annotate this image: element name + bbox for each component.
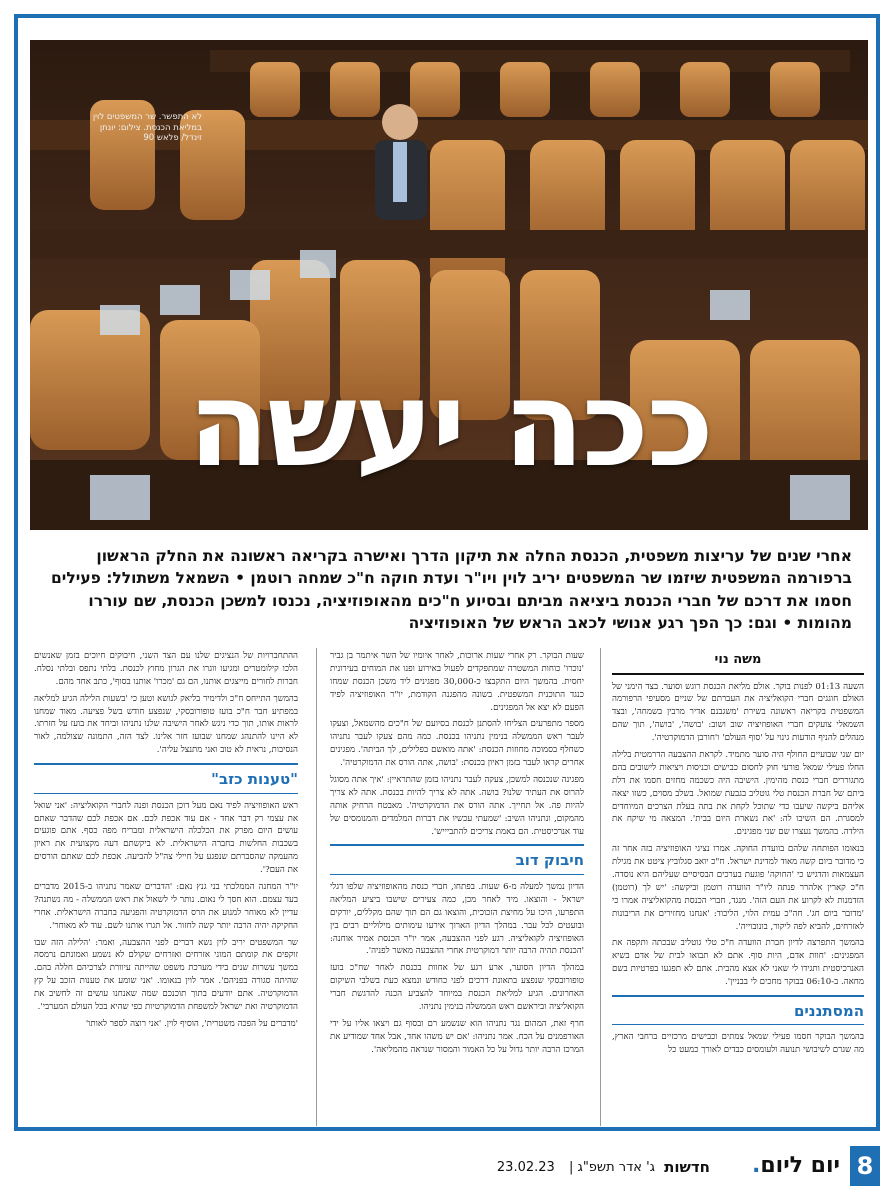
column-divider	[600, 648, 601, 1126]
paragraph: מפגינה שנכנסה למשכן, צעקה לעבר נתניהו בזמן שהתראיין: 'איך אתה מסוגל להרוס את העתיד שלנו? בושה. אתה לא צריך להיות בכנסת. אתה לא צריך להיות פה. אל תחייך. אתה הורס את הדמוקרטיה'. מאבטח הרחיק אותה מהמקום, ונתניהו השיב: 'שמעתי עכשיו את דברות המלמדים והמנומסים של עוד אנרכיסטית. הם באמת צריכים להתביייש'.	[330, 775, 584, 837]
paragraph: ראש האופוזיציה לפיד נאם מעל דוכן הכנסת ופנה לחברי הקואליציה: 'אני שואל את עצמי רק דבר אחד - אם עוד אכפת לכם. אם אכפת לכם שהדבר שאתם עושים היום מפרק את הכלכלה הישראלית ומבריח מפה כסף. אתם פוגעים בשכבות החלשות בחברה הישראלית. לא ביקשתם דעה מקצועית את ראיון מהעמקה שהסברתם שנפגע על חיילי צה"ל להביעה. אכפת לכם שאתם הורסים את העם?'.	[34, 800, 298, 876]
paragraph: בהמשך התפרצה לדיון חברת הוועדה ח"כ טלי גוטליב שבכתה ותקפה את המפגינים: 'חוות אדם, היות סוף. אתם לא תבואו לבית של אדם בשיא האנרכיסטית ותגידו לי שאני לא אצא מהבית. אתם לא תפגעו בפרטיות בשם מחאה. ב-06:10 בבוקר מחכים לי בבניין'.	[612, 938, 864, 988]
newspaper-brand	[752, 1153, 840, 1178]
subheading: חיבוק דוב	[330, 844, 584, 875]
paragraph: שעות הבוקר. רק אחרי שעות ארוכות, לאחר איומיו של השר איתמר בן גביר 'נוכרו' כוחות המשטרה שמתפקדים לפעול באירוע ופנו את המוחים בעירונית יחסית. בהמשך היום התקבצו כ-30,000 מפגינים ליד משכן הכנסת שמחו כנגד התוכנית המשפטית. בשונה מהפגנה הקודמת, יו"ר האופוזיציה לפיד הפעם לא יצא אל המפגינים.	[330, 651, 584, 713]
deck-subheadline: אחרי שנים של עריצות משפטית, הכנסת החלה את תיקון הדרך ואישרה בקריאה ראשונה את החלק הראשון ברפורמה המשפטית שיזמו שר המשפטים יריב לוין ויו"ר ועדת חוקה ח"כ שמחה רוטמן • השמאל משתולל: פעילים חסמו את דרכם של חברי הכנסת ביציאה מביתם ובסיוע ח"כים מהאופוזיציה, נכנסו למשכן הכנסת, שם עוררו מהומות • וגם: כך הפך רגע אנושי לכאב הראש של האופוזיציה	[51, 547, 852, 633]
hebrew-date: ג' אדר תשפ"ג	[577, 1160, 655, 1175]
paragraph: במהלך הדיון הסוער, ארע רגע של אחוות בכנסת לאחר שח"כ בועז טופורובסקי שנפצע בתאונת דרכים לפני כחודש ונמצא כעת בשלבי השיקום האחרונים. הגיע למליאת הכנסת במיוחד להצביע הכנה להדגשת חברי הקואליציה וביראשם ראש הממשלה בנימין נתניהו.	[330, 963, 584, 1012]
paragraph: יו"ר המחנה הממלכתי בני גנץ נאם: 'הדברים שאמר נתניהו ב-2015 מדברים בעד עצמם. הוא חסך לי נאום. נותר לי לשאול את ראש הממשלה - מה נשתנה? עדיין לא מאוחר למנוע את הרס הדמוקרטיה והפגיעה בחברה הישראלית. אחרי החקיקה יהיה הרבה יותר קשה לחזור. אל תגרו אותנו לשם. עוד לא מאוחר'.	[34, 881, 298, 931]
gregorian-date: 23.02.23	[496, 1160, 555, 1175]
paragraph: בהמשך התייחס ח"כ ולדימיר בליאק לנושא וטען כי 'בשעות הלילה הגיע למליאה במפתיע חבר ח"כ בועז טופורובסקי, שנפצע חודש בשל פציעה. מאוד שמחנו לראות אותו, תוך כדי ניגש לאחר הישיבה שלנו נתניהו וביחד את בועז על חזרתו. לא היינו להתנהג שמחנו שבועז חזר אלינו. לצד הזה, התמונה שצולמה, לאור הנסיבות, נראית לא טוב ואני מתנצל עליה'.	[34, 693, 298, 756]
article-column-1	[612, 650, 864, 1061]
paragraph: השעה 01:13 לפנות בוקר. אולם מליאת הכנסת רוגש וסוער. בצד הימני של האולם חוגגים חברי הקואליציה את העברתם של שניים מסעיפי הרפורמה המשפטית בקריאה ראשונה בשירת 'משגבנם אדיר מרבין בשמחה', ובצד השמאלי צועקים חברי האופוזיציה שוב ושוב: 'בושה', 'בושה', תוך שהם מנהלים להניף הודעות גינוי על 'סוף העולם' ו'חורבן הדמוקרטיה'.	[612, 681, 864, 744]
page-footer	[14, 1146, 880, 1186]
paragraph: יום שני שבועיים החולף היה סוער מתמיד. לקראת ההצבעה הדרמטית בלילה החלו פעילי שמאל פורעי חוק לחסום כבישים וכניסות ויציאות לישובים בהם מתגוררים חברי כנסת מהימין. הישיבה היה כשכמה מחזים חסמו את דלת ביתם של חברת הכנסת טלי גוטליב בגבעת שמואל. בשלב מסוים, כשזו יצאה אליהם ביקשה שיעבו כדי שתוכל לקחת את בתה בעלת הצרכים המיוחדים למסגרת. הם השיבו לה: 'את נשארת היום בבית'. המצאה מי שיקח את הילדה. בהמשך נעצרו שם שני מפגינים.	[612, 749, 864, 838]
issue-date	[497, 1160, 655, 1175]
brand-name: יום ליום	[760, 1153, 840, 1178]
lead-photo	[30, 40, 868, 530]
column-divider	[316, 648, 317, 1126]
paragraph: בהמשך הבוקר חסמו פעילי שמאל צמתים וכבישים מרכזיים ברחבי הארץ, מה שגרם לשיבושי תנועה ולעומסים כבדים לאורך כמעט כל	[612, 1032, 864, 1056]
paragraph: חרף זאת, המהום נגד נתניהו הוא שנשמע רם ובסוף גם ויצאו אליו על ידי האורפמנים על הכח. אמר נתניהו: 'אם יש משהו אחד, אבל אחד שמודיע את המרכז הרבה יותר גדול על כל האמור והמסור שנראה מהמליאה'.	[330, 1018, 584, 1055]
section-name: חדשות	[664, 1158, 710, 1176]
paragraph: בנאומו הפותחה שלהם בוועדת החוקה. אמרו נציגי האופוזיציה בזה אחר זה כי מדובר ביום קשה מאוד למדינת ישראל. ח"כ יואב סגלוביץ ציטט את מגילת העצמאות והדגיש כי 'החוקה' פוגעת בערכים הבסיסיים שעליהם היא נוסדה. ח"כ קארין אלהרר פנתה ליו"ר הוועדה רוטמן וביקשה: 'יש לך (רוטמן) הזדמנות לא לקרוע את העם הזה'. מנגד, חברי הכנסת מהקואליציה אמרו כי 'מדובר ביום חג'. חה"כ עמית הלוי, הליכוד: 'אנחנו מחזירים את הריבונות לאזרחים, להביא לפה ליקור, בונובוייה'.	[612, 844, 864, 932]
paragraph: שר המשפטים יריב לוין נשא דברים לפני ההצבעה, ואמר: 'הלילה הזה שבו זוקפים את קומתם המוני אזרחים ואזרחים שקולם לא נשמע ואמונתם נרמסה במשך עשרות שנים בידי מערכת משפט שהייתה עיוורת לצרכיהם חללה בהם. שהיתה סגורה בפניהם'. אמר לוין בנאומו. 'אני שומע את טענות הזכב על קץ הדמוקרטיה. אתם יודעים בתוך תוכנכם שמה שאנחנו עושים זה לחשיב את הדמוקרטיה ואת ישראל למשפחת הדמוקרטיות כפי שהיא בכל העולם המערבי'.	[34, 937, 298, 1012]
paragraph: 'מדברים על הפכה משטרית', הוסיף לוין. 'אני רוצה לספר לאותו'	[85, 1018, 298, 1029]
brand-dot: .	[751, 1153, 761, 1178]
article-column-2	[330, 650, 584, 1061]
date-separator: |	[568, 1160, 574, 1175]
page-number: 8	[850, 1146, 880, 1186]
photo-caption: לא התפשר. שר המשפטים לוין במליאת הכנסת. צילום: יונתן זינדל/ פלאש 90	[92, 112, 202, 144]
subheading: המסתננים	[612, 995, 864, 1026]
subheading: "טענות כזב"	[34, 763, 298, 794]
headline: ככה יעשה	[188, 355, 712, 493]
author-byline: משה נוי	[612, 650, 864, 675]
paragraph: ההתחברויות של הנציגים שלנו עם הצד השני, חיבוקים חיוכים בזמן שאנשים הלכו קילומטרים ומגיעו ווגרו את הגרון מחוץ לכנסת. בלתי נתפס ובלתי נסלח. חברות לחורים מייצגים אותנו, הם גם 'מכרו' אותנו בסוף', כתב אחד מהם.	[34, 651, 298, 687]
paragraph: מספר מתפרעים הצליחו להסתנן לכנסת בסיועם של ח"כים מהשמאל, וצעקו לעבר ראש הממשלה בנימין נתניהו בכנסת. כמה מהם צעקו לעבר נתניהו כשחלף בסמוכה מחוזות הכנסת: 'אתה מואשם בפלילים, לך הביתה'. מפגינים אחרים קראו לעבר בזמן ראיון בכנסת: 'בושה, אתה הורס את הדמוקרטיה'.	[330, 719, 584, 769]
paragraph: הדיון נמשך למעלה מ-6 שעות. בפתחו, חברי כנסת מהאופוזיציה שלפו דגלי ישראל - והוצאו. מיד לאחר מכן, כמה צעירים שישבו ביציע המליאה התפרעו, היכו על מחיצת הזכוכית, והוצאו גם הם תוך שהם מקללים, יורקים ובועטים לכל עבר. במהלך הדיון הארוך אירעו עימותים מילוליים רבים בין האופוזיציה לקואליציה. רגע לפני ההצבעה, אמר יו"ר הכנסת אמיר אוחנה: 'הכנסת תהיה הרבה יותר דמוקרטית אחרי ההצבעה מאשר לפניה'.	[330, 881, 584, 957]
article-column-3	[34, 650, 298, 1035]
